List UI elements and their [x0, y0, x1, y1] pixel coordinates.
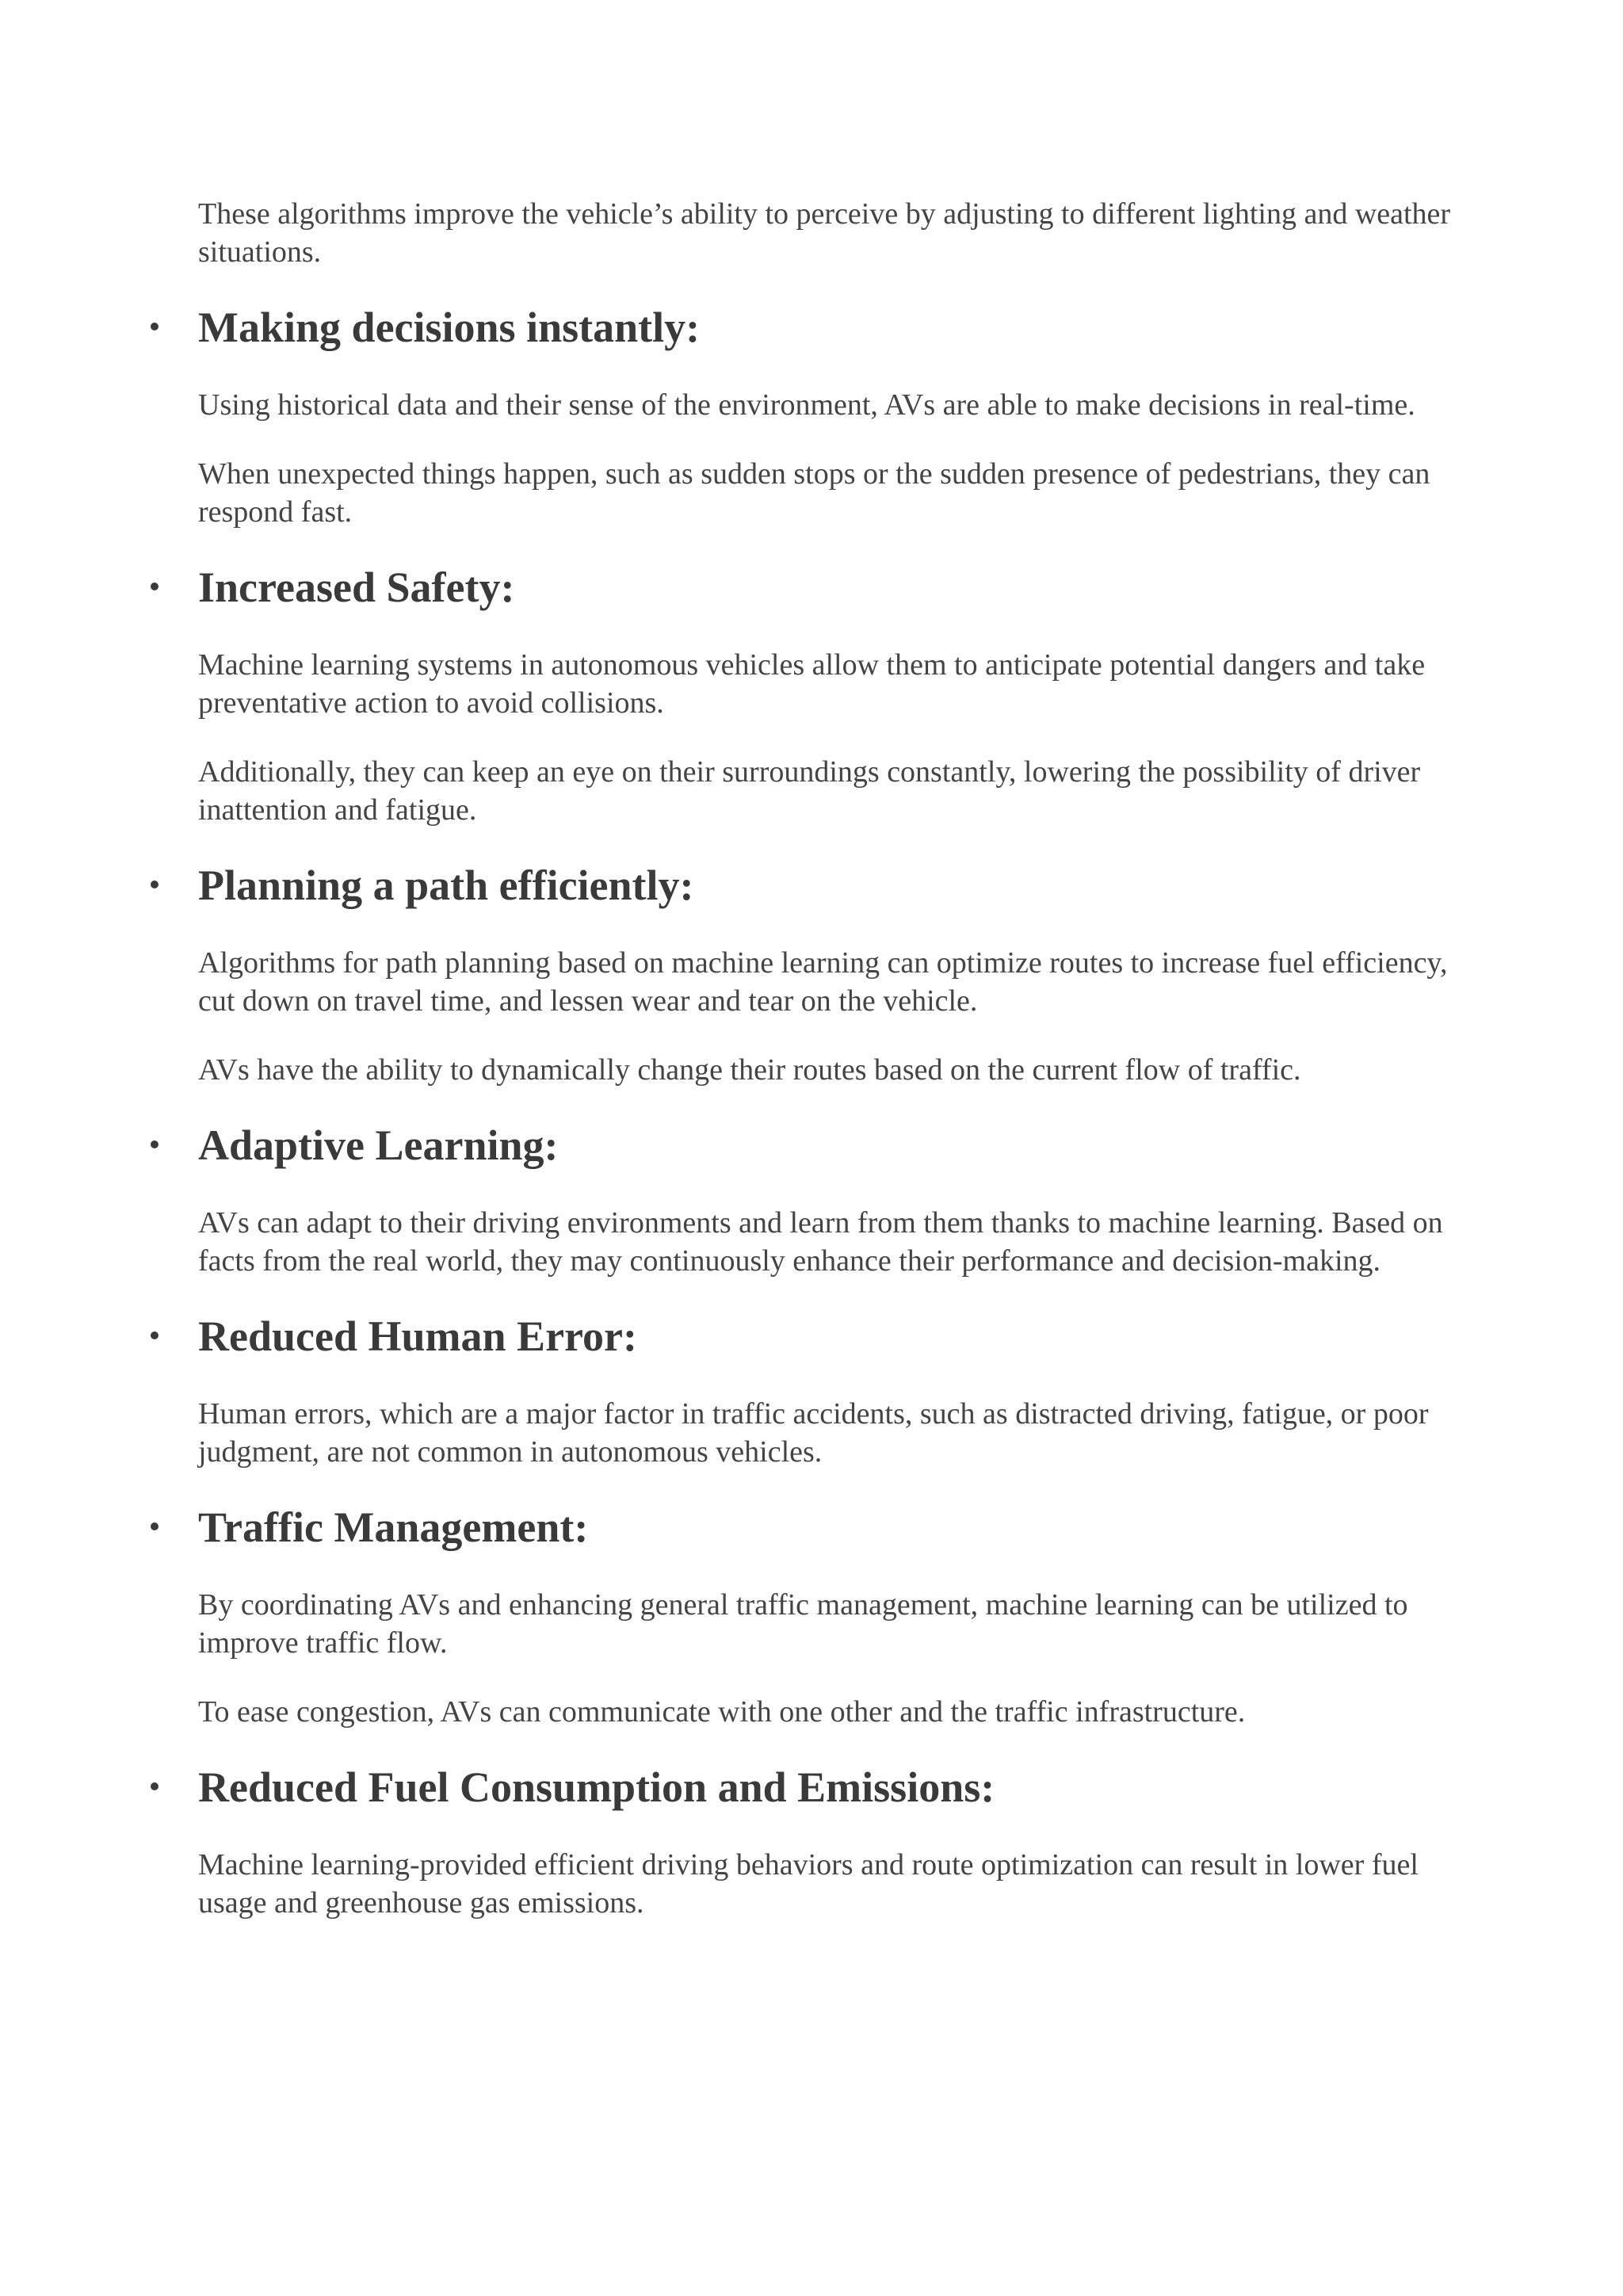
section-heading: Making decisions instantly: [198, 304, 701, 351]
section-planning-path [198, 860, 1458, 1089]
section-paragraph: By coordinating AVs and enhancing general traffic management, machine learning can be utilized to improve traffic flow. [198, 1588, 1408, 1660]
section-paragraph: Algorithms for path planning based on machine learning can optimize routes to increase fuel efficiency, cut down on travel time, and lessen wear and tear on the vehicle. [198, 946, 1448, 1018]
list-item [198, 1311, 1458, 1362]
section-paragraph: Machine learning systems in autonomous vehicles allow them to anticipate potential dangers and take preventative action to avoid collisions. [198, 648, 1426, 720]
bullet-icon [151, 583, 158, 590]
section-heading: Increased Safety: [198, 563, 515, 611]
section-heading: Reduced Fuel Consumption and Emissions: [198, 1763, 995, 1811]
document-body [198, 195, 1458, 1953]
bullet-icon [151, 1140, 158, 1148]
section-paragraph: Using historical data and their sense of the environment, AVs are able to make decisions in real-time. [198, 388, 1415, 422]
section-paragraph: Additionally, they can keep an eye on their surroundings constantly, lowering the possibility of driver inattention and fatigue. [198, 755, 1421, 827]
bullet-icon [151, 881, 158, 888]
list-item [198, 302, 1458, 353]
intro-paragraph: These algorithms improve the vehicle’s ability to perceive by adjusting to different lighting and weather situations. [198, 197, 1451, 269]
bullet-icon [151, 1782, 158, 1790]
list-item [198, 562, 1458, 613]
section-making-decisions [198, 302, 1458, 531]
section-heading: Planning a path efficiently: [198, 861, 694, 909]
section-adaptive-learning [198, 1120, 1458, 1280]
section-paragraph: Machine learning-provided efficient driving behaviors and route optimization can result in lower fuel usage and greenhouse gas emissions. [198, 1848, 1419, 1920]
bullet-icon [151, 323, 158, 330]
section-reduced-fuel [198, 1762, 1458, 1922]
section-paragraph: AVs have the ability to dynamically change their routes based on the current flow of traffic. [198, 1053, 1301, 1087]
section-reduced-human-error [198, 1311, 1458, 1471]
bullet-icon [151, 1522, 158, 1530]
section-paragraph: AVs can adapt to their driving environments and learn from them thanks to machine learning. Based on facts from the real world, they may continuously enhance their performance and decision-making. [198, 1206, 1443, 1278]
list-item [198, 1762, 1458, 1813]
list-item [198, 1120, 1458, 1171]
section-paragraph: To ease congestion, AVs can communicate with one other and the traffic infrastructure. [198, 1695, 1246, 1729]
section-heading: Traffic Management: [198, 1503, 589, 1551]
list-item [198, 1502, 1458, 1553]
list-item [198, 860, 1458, 911]
section-heading: Reduced Human Error: [198, 1312, 637, 1360]
section-increased-safety [198, 562, 1458, 829]
section-heading: Adaptive Learning: [198, 1121, 559, 1169]
bullet-icon [151, 1331, 158, 1339]
section-paragraph: Human errors, which are a major factor in traffic accidents, such as distracted driving, fatigue, or poor judgment, are not common in autonomous vehicles. [198, 1397, 1429, 1469]
section-paragraph: When unexpected things happen, such as sudden stops or the sudden presence of pedestrians, they can respond fast. [198, 457, 1430, 529]
section-traffic-management [198, 1502, 1458, 1731]
